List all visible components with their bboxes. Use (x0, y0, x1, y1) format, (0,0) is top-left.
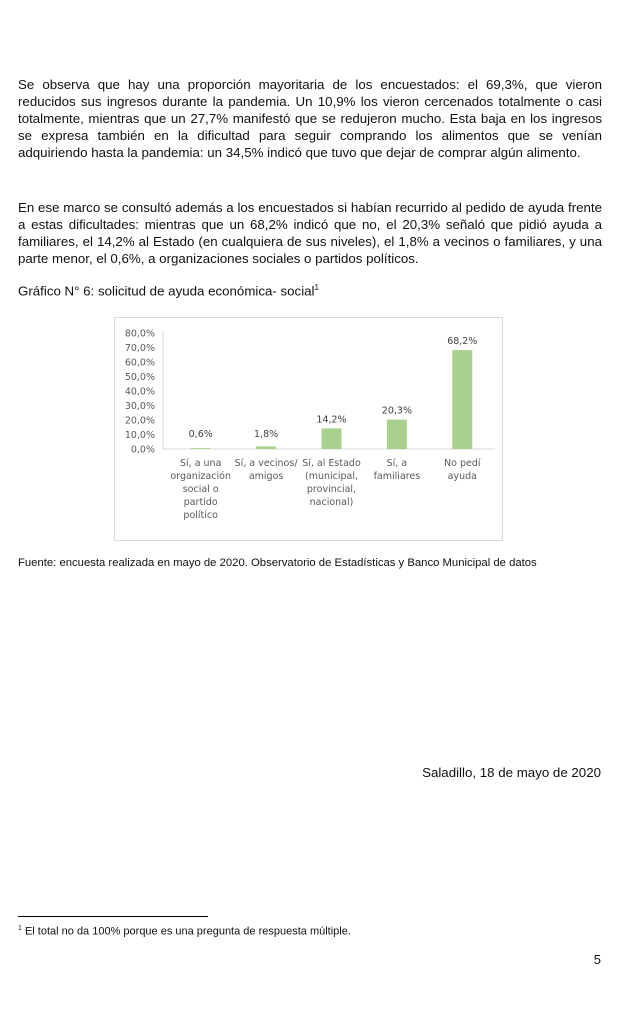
caption-footnote-ref: 1 (314, 283, 319, 292)
x-tick-label: organización (170, 471, 231, 482)
y-tick-label: 20,0% (124, 415, 155, 427)
footnote-rule (18, 916, 208, 917)
x-tick-label: No pedí (444, 458, 481, 469)
y-tick-label: 10,0% (124, 430, 155, 441)
x-tick-label: amigos (248, 471, 284, 482)
caption-text: Gráfico N° 6: solicitud de ayuda económica- social (18, 283, 315, 299)
data-label: 68,2% (447, 336, 478, 348)
bar-chart (115, 318, 502, 540)
chart-caption (18, 283, 319, 298)
bar (322, 428, 342, 449)
page-number: 5 (593, 952, 601, 967)
x-tick-label: Sí, a vecinos/ (234, 458, 298, 469)
x-tick-label: Sí, a una (179, 458, 222, 469)
x-tick-label: social o (182, 484, 219, 495)
footnote (18, 925, 351, 938)
bar (191, 448, 211, 449)
y-tick-label: 30,0% (124, 401, 155, 412)
x-tick-label: partido (183, 497, 218, 508)
data-label: 14,2% (316, 414, 347, 426)
data-label: 0,6% (188, 429, 213, 440)
x-tick-label: provincial, (306, 484, 357, 495)
footnote-text: El total no da 100% porque es una pregunta de respuesta múltiple. (21, 925, 351, 938)
x-tick-label: ayuda (447, 471, 477, 482)
bar (256, 446, 276, 449)
data-label: 1,8% (254, 429, 279, 440)
x-tick-label: (municipal, (304, 471, 359, 482)
y-tick-label: 80,0% (124, 328, 155, 340)
footnote-number: 1 (18, 925, 22, 932)
y-tick-label: 70,0% (124, 343, 155, 354)
data-label: 20,3% (381, 405, 412, 417)
chart-frame (114, 317, 503, 541)
place-date: Saladillo, 18 de mayo de 2020 (422, 765, 601, 780)
x-tick-label: Sí, a (386, 458, 408, 469)
x-tick-label: nacional) (309, 497, 354, 508)
y-tick-label: 60,0% (124, 357, 155, 369)
paragraph-income: Se observa que hay una proporción mayoritaria de los encuestados: el 69,3%, que vieron reducidos sus ingresos durante la pandemia. Un 10,9% los vieron cercenados totalmente o casi totalmente, mientras que un 27,7% manifestó que se redujeron mucho. Esta baja en los ingresos se expresa también en la dificultad para seguir comprando los alimentos que se venían adquiriendo hasta la pandemia: un 34,5% indicó que tuvo que dejar de comprar algún alimento. (18, 77, 602, 160)
x-tick-label: familiares (373, 471, 421, 482)
y-tick-label: 0,0% (130, 444, 155, 456)
x-tick-label: político (183, 510, 218, 521)
y-tick-label: 40,0% (124, 386, 155, 398)
x-tick-label: Sí, al Estado (302, 458, 361, 469)
y-tick-label: 50,0% (124, 372, 155, 383)
paragraph-help-request: En ese marco se consultó además a los encuestados si habían recurrido al pedido de ayuda frente a estas dificultades: mientras que un 68,2% indicó que no, el 20,3% señaló que pidió ayuda a familiares, el 14,2% al Estado (en cualquiera de sus niveles), el 1,8% a vecinos o familiares, y una parte menor, el 0,6%, a organizaciones sociales o partidos políticos. (18, 200, 602, 266)
chart-source: Fuente: encuesta realizada en mayo de 2020. Observatorio de Estadísticas y Banco Municipal de datos (18, 557, 537, 569)
bar (387, 420, 407, 449)
bar (452, 350, 472, 449)
